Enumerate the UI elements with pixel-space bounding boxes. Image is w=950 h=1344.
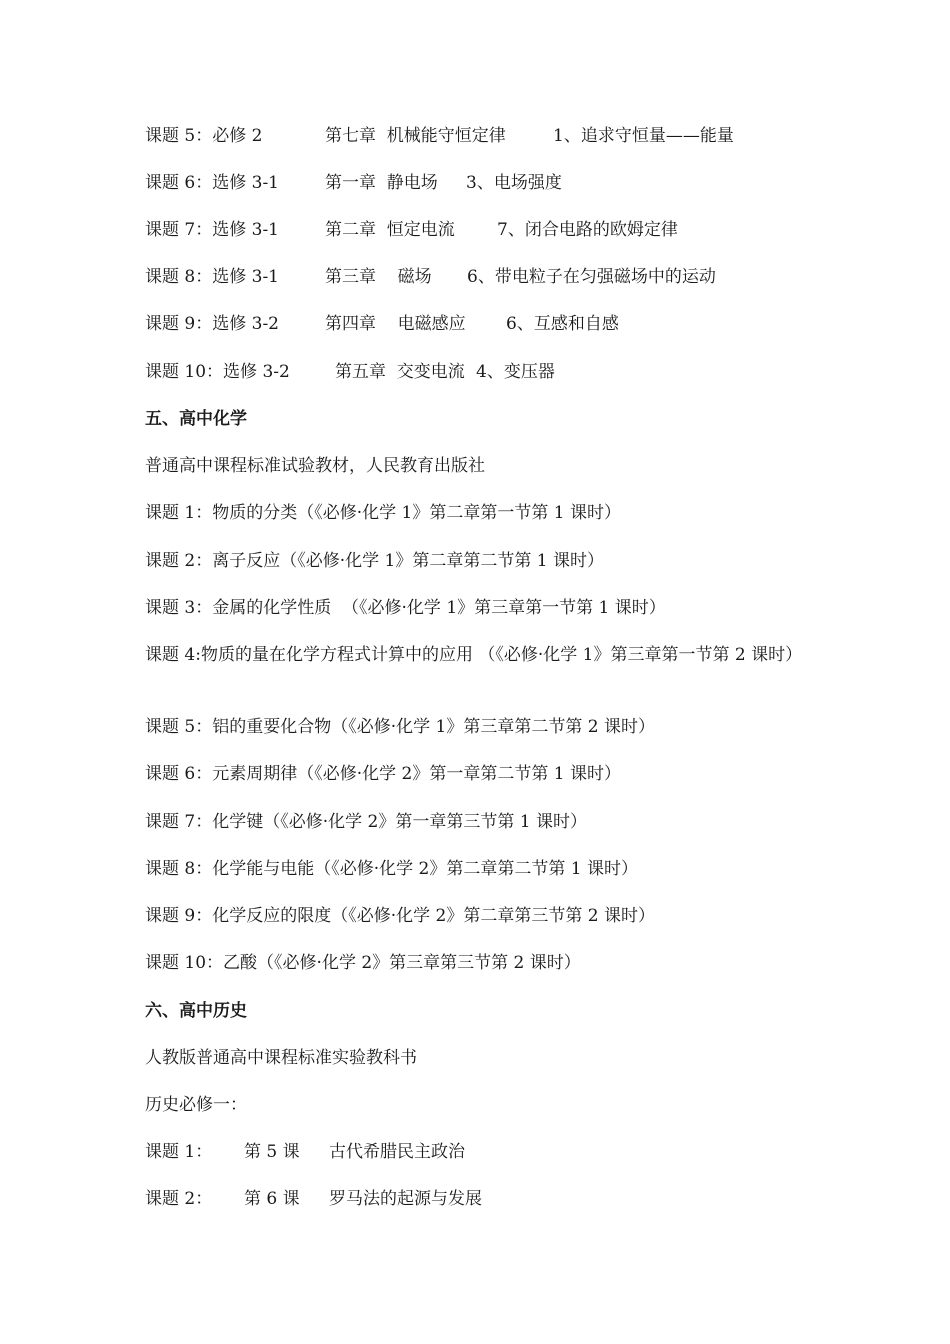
chemistry-textbook: 普通高中课程标准试验教材，人民教育出版社: [145, 456, 485, 476]
physics-row-section: 6、带电粒子在匀强磁场中的运动: [467, 267, 716, 287]
chemistry-item-4: 课题 4:物质的量在化学方程式计算中的应用 （《必修·化学 1》第三章第一节第 2 课时）: [145, 645, 803, 665]
history-module: 历史必修一：: [145, 1095, 247, 1115]
physics-row-chapter: 第五章 交变电流: [335, 362, 465, 382]
physics-row-chapter: 第四章 电磁感应: [325, 314, 466, 334]
history-row-id: 课题 1：: [145, 1142, 213, 1162]
physics-row-chapter: 第七章 机械能守恒定律: [325, 126, 506, 146]
physics-row-chapter: 第三章 磁场: [325, 267, 432, 287]
chemistry-item-8: 课题 8：化学能与电能（《必修·化学 2》第二章第二节第 1 课时）: [145, 859, 638, 879]
history-row-title: 古代希腊民主政治: [329, 1142, 465, 1162]
physics-row-id: 课题 8：选修 3-1: [145, 267, 279, 287]
history-heading: 六、高中历史: [145, 1001, 247, 1021]
physics-row-chapter: 第一章 静电场: [325, 173, 438, 193]
physics-row-chapter: 第二章 恒定电流: [325, 220, 455, 240]
history-row-lesson: 第 6 课: [244, 1189, 300, 1209]
physics-row-id: 课题 5：必修 2: [145, 126, 263, 146]
history-row-id: 课题 2：: [145, 1189, 213, 1209]
physics-row-id: 课题 7：选修 3-1: [145, 220, 279, 240]
chemistry-item-6: 课题 6：元素周期律（《必修·化学 2》第一章第二节第 1 课时）: [145, 764, 621, 784]
physics-row-section: 1、追求守恒量——能量: [553, 126, 734, 146]
history-row-lesson: 第 5 课: [244, 1142, 300, 1162]
chemistry-item-10: 课题 10：乙酸（《必修·化学 2》第三章第三节第 2 课时）: [145, 953, 581, 973]
history-textbook: 人教版普通高中课程标准实验教科书: [145, 1048, 417, 1068]
chemistry-heading: 五、高中化学: [145, 409, 247, 429]
chemistry-item-1: 课题 1：物质的分类（《必修·化学 1》第二章第一节第 1 课时）: [145, 503, 621, 523]
chemistry-item-2: 课题 2：离子反应（《必修·化学 1》第二章第二节第 1 课时）: [145, 551, 604, 571]
physics-row-id: 课题 10：选修 3-2: [145, 362, 290, 382]
chemistry-item-7: 课题 7：化学键（《必修·化学 2》第一章第三节第 1 课时）: [145, 812, 587, 832]
history-row-2: [145, 1187, 825, 1307]
physics-row-id: 课题 6：选修 3-1: [145, 173, 279, 193]
chemistry-item-9: 课题 9：化学反应的限度（《必修·化学 2》第二章第三节第 2 课时）: [145, 906, 655, 926]
chemistry-item-3: 课题 3：金属的化学性质 （《必修·化学 1》第三章第一节第 1 课时）: [145, 598, 666, 618]
physics-row-id: 课题 9：选修 3-2: [145, 314, 279, 334]
chemistry-item-5: 课题 5：铝的重要化合物（《必修·化学 1》第三章第二节第 2 课时）: [145, 717, 655, 737]
physics-row-section: 6、互感和自感: [506, 314, 619, 334]
physics-row-section: 7、闭合电路的欧姆定律: [497, 220, 678, 240]
history-row-title: 罗马法的起源与发展: [329, 1189, 482, 1209]
physics-row-section: 4、变压器: [476, 362, 555, 382]
physics-row-section: 3、电场强度: [466, 173, 562, 193]
